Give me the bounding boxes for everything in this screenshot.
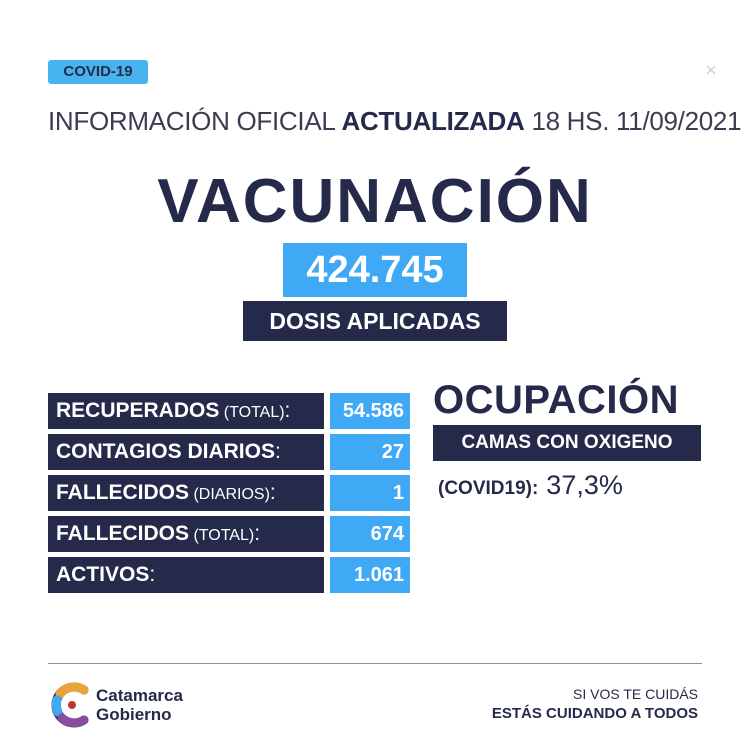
- catamarca-logo: [50, 682, 210, 730]
- stat-row-fallecidos-diarios: [48, 475, 410, 511]
- headline: [48, 104, 742, 138]
- stat-label: [48, 516, 324, 552]
- stats-table: [48, 393, 410, 598]
- occupancy-line: [438, 468, 718, 507]
- stat-label-paren: (TOTAL): [219, 404, 285, 421]
- headline-suffix: 18 HS. 11/09/2021: [524, 106, 742, 136]
- stat-label-paren: (DIARIOS): [189, 486, 270, 503]
- logo-line2: Gobierno: [96, 705, 172, 724]
- logo-text: [96, 686, 183, 724]
- occupancy-value: 37,3%: [546, 470, 623, 500]
- headline-bold: ACTUALIZADA: [341, 106, 525, 136]
- occupancy-subtitle: CAMAS CON OXIGENO: [433, 425, 701, 461]
- stat-label-paren: (TOTAL): [189, 527, 255, 544]
- stat-label-colon: :: [274, 440, 281, 463]
- stat-label-colon: :: [149, 563, 156, 586]
- covid-tag: COVID-19: [48, 60, 148, 84]
- stat-row-activos: [48, 557, 410, 593]
- slogan-line1: SI VOS TE CUIDÁS: [573, 686, 698, 702]
- stat-label: [48, 434, 324, 470]
- corner-mark-icon: [705, 64, 717, 76]
- stat-label-main: FALLECIDOS: [56, 522, 190, 545]
- stat-value: 674: [330, 516, 410, 552]
- stat-label-colon: :: [269, 481, 276, 504]
- vaccination-subtitle: DOSIS APLICADAS: [243, 301, 507, 341]
- stat-label-main: RECUPERADOS: [56, 399, 220, 422]
- catamarca-logo-icon: [50, 682, 94, 728]
- headline-prefix: INFORMACIÓN OFICIAL: [48, 106, 342, 136]
- stat-row-recuperados: [48, 393, 410, 429]
- stat-label: [48, 557, 324, 593]
- occupancy-title: OCUPACIÓN: [433, 378, 679, 422]
- stat-label-main: FALLECIDOS: [56, 481, 190, 504]
- stat-label-main: ACTIVOS: [56, 563, 150, 586]
- stat-label-colon: :: [254, 522, 261, 545]
- stat-value: 54.586: [330, 393, 410, 429]
- stat-value: 1: [330, 475, 410, 511]
- stat-label-main: CONTAGIOS DIARIOS: [56, 440, 275, 463]
- stat-row-fallecidos-total: [48, 516, 410, 552]
- occupancy-key: (COVID19):: [438, 478, 539, 499]
- logo-line1: Catamarca: [96, 686, 183, 705]
- stat-label-colon: :: [284, 399, 291, 422]
- footer-divider: [48, 663, 702, 664]
- vaccination-value: 424.745: [283, 243, 467, 297]
- stat-label: [48, 475, 324, 511]
- slogan-line2: ESTÁS CUIDANDO A TODOS: [491, 705, 698, 722]
- stat-value: 1.061: [330, 557, 410, 593]
- stat-row-contagios-diarios: [48, 434, 410, 470]
- vaccination-title: VACUNACIÓN: [157, 167, 593, 236]
- stat-value: 27: [330, 434, 410, 470]
- stat-label: [48, 393, 324, 429]
- slogan: [492, 684, 698, 724]
